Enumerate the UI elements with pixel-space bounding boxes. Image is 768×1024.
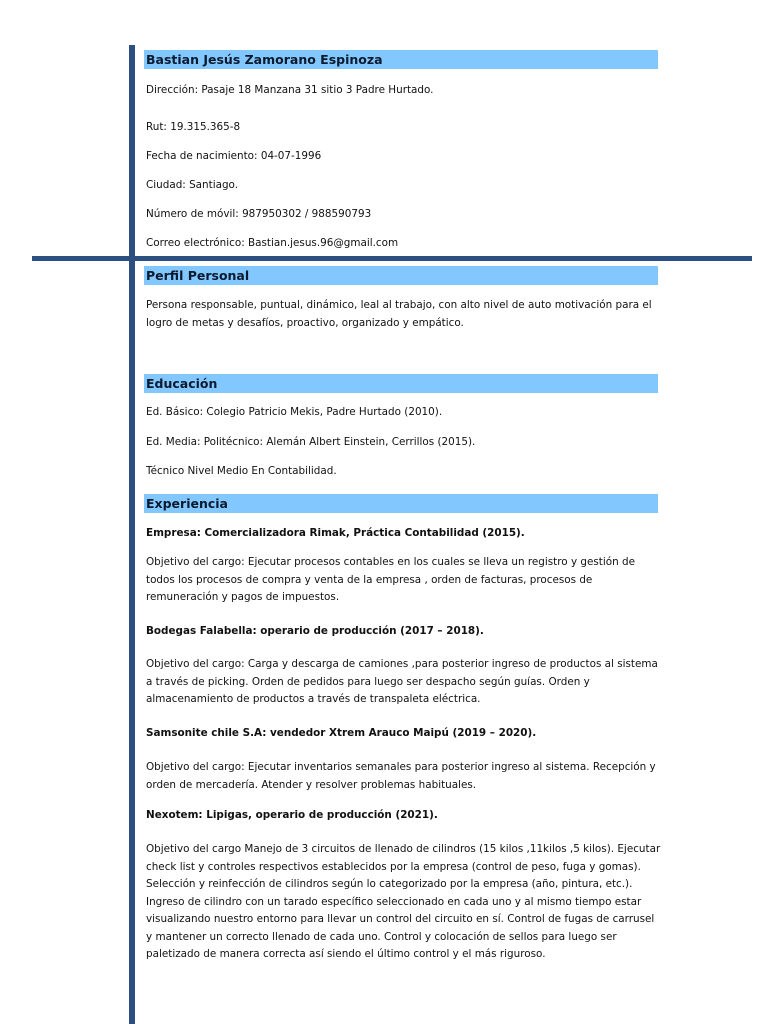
profile-text: Persona responsable, puntual, dinámico, leal al trabajo, con alto nivel de auto motivación para el logro de metas y desafíos, proactivo, organizado y empático. [146,299,652,329]
job-description: Objetivo del cargo: Ejecutar inventarios semanales para posterior ingreso al sistema. Recepción y orden de mercadería. Atender y resolver problemas habituales. [146,761,656,791]
phone-text: Número de móvil: 987950302 / 988590793 [146,208,372,220]
profile-heading: Perfil Personal [144,266,658,285]
experience-heading: Experiencia [144,494,658,513]
job-description: Objetivo del cargo Manejo de 3 circuitos de llenado de cilindros (15 kilos ,11kilos ,5 kilos). Ejecutar check list y controles respectivos establecidos por la empresa (control de peso, fuga y gomas). Selección y reinfección de cilindros según lo categorizado por la empresa (año, pintura, etc.). Ingreso de cilindro con un tarado específico seleccionado en cada uno y al mismo tiempo estar visualizando nuestro entorno para llevar un control del circuito en sí. Control de fugas de carrusel y mantener un correcto llenado de cada uno. Control y colocación de sellos para luego ser paletizado de manera correcta así siendo el último control y el más riguroso. [146,843,661,960]
city-text: Ciudad: Santiago. [146,179,239,191]
job-description: Objetivo del cargo: Carga y descarga de camiones ,para posterior ingreso de productos al sistema a través de picking. Orden de pedidos para luego ser despacho según guías. Orden y almacenamiento de productos a través de transpaleta eléctrica. [146,658,658,705]
address-text: Dirección: Pasaje 18 Manzana 31 sitio 3 Padre Hurtado. [146,84,434,96]
horizontal-divider [32,256,752,261]
job-title: Samsonite chile S.A: vendedor Xtrem Arauco Maipú (2019 – 2020). [146,727,537,739]
birth-date-text: Fecha de nacimiento: 04-07-1996 [146,150,322,162]
job-title: Empresa: Comercializadora Rimak, Práctica Contabilidad (2015). [146,527,525,539]
education-heading: Educación [144,374,658,393]
name-heading: Bastian Jesús Zamorano Espinoza [144,50,658,69]
rut-text: Rut: 19.315.365-8 [146,121,241,133]
education-item: Ed. Básico: Colegio Patricio Mekis, Padre Hurtado (2010). [146,406,443,418]
education-item: Técnico Nivel Medio En Contabilidad. [146,465,337,477]
job-title: Nexotem: Lipigas, operario de producción (2021). [146,809,438,821]
email-text: Correo electrónico: Bastian.jesus.96@gmail.com [146,237,399,249]
job-description: Objetivo del cargo: Ejecutar procesos contables en los cuales se lleva un registro y gestión de todos los procesos de compra y venta de la empresa , orden de facturas, procesos de remuneración y pagos de impuestos. [146,556,635,603]
education-item: Ed. Media: Politécnico: Alemán Albert Einstein, Cerrillos (2015). [146,436,476,448]
vertical-divider [129,45,135,1024]
job-title: Bodegas Falabella: operario de producción (2017 – 2018). [146,625,484,637]
